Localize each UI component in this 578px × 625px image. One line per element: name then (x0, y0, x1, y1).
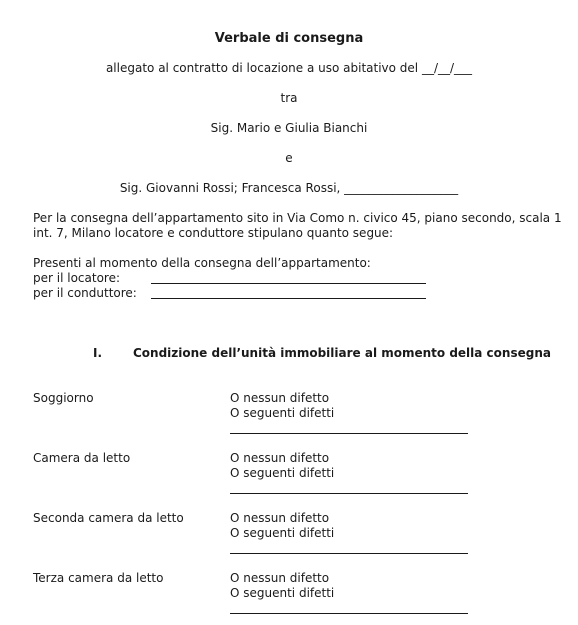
document-subtitle: allegato al contratto di locazione a uso abitativo del __/__/___ (105, 61, 473, 75)
presence-heading: Presenti al momento della consegna dell’appartamento: (33, 256, 371, 270)
document-title: Verbale di consegna (214, 31, 364, 46)
option-no-defect[interactable]: O nessun difetto (230, 391, 330, 405)
room-label: Seconda camera da letto (33, 511, 184, 525)
tenant-signature-line[interactable] (151, 298, 426, 299)
room-label: Soggiorno (33, 391, 94, 405)
section-number: I. (93, 346, 103, 360)
tra-text: tra (280, 91, 298, 105)
option-no-defect[interactable]: O nessun difetto (230, 511, 330, 525)
landlord-label: per il locatore: (33, 271, 120, 285)
option-defects[interactable]: O seguenti difetti (230, 406, 335, 420)
party-b-names: Sig. Giovanni Rossi; Francesca Rossi, ___________________ (119, 181, 459, 195)
room-label: Camera da letto (33, 451, 131, 465)
intro-line-2: int. 7, Milano locatore e conduttore stipulano quanto segue: (33, 226, 394, 240)
defects-line[interactable] (230, 433, 468, 434)
section-title: Condizione dell’unità immobiliare al momento della consegna (133, 346, 551, 360)
option-no-defect[interactable]: O nessun difetto (230, 571, 330, 585)
defects-line[interactable] (230, 493, 468, 494)
option-no-defect[interactable]: O nessun difetto (230, 451, 330, 465)
party-a-names: Sig. Mario e Giulia Bianchi (210, 121, 368, 135)
e-text: e (285, 151, 293, 165)
intro-line-1: Per la consegna dell’appartamento sito in Via Como n. civico 45, piano secondo, scala 1 (33, 211, 562, 225)
option-defects[interactable]: O seguenti difetti (230, 466, 335, 480)
defects-line[interactable] (230, 613, 468, 614)
landlord-signature-line[interactable] (151, 283, 426, 284)
defects-line[interactable] (230, 553, 468, 554)
option-defects[interactable]: O seguenti difetti (230, 526, 335, 540)
room-label: Terza camera da letto (33, 571, 164, 585)
tenant-label: per il conduttore: (33, 286, 137, 300)
option-defects[interactable]: O seguenti difetti (230, 586, 335, 600)
